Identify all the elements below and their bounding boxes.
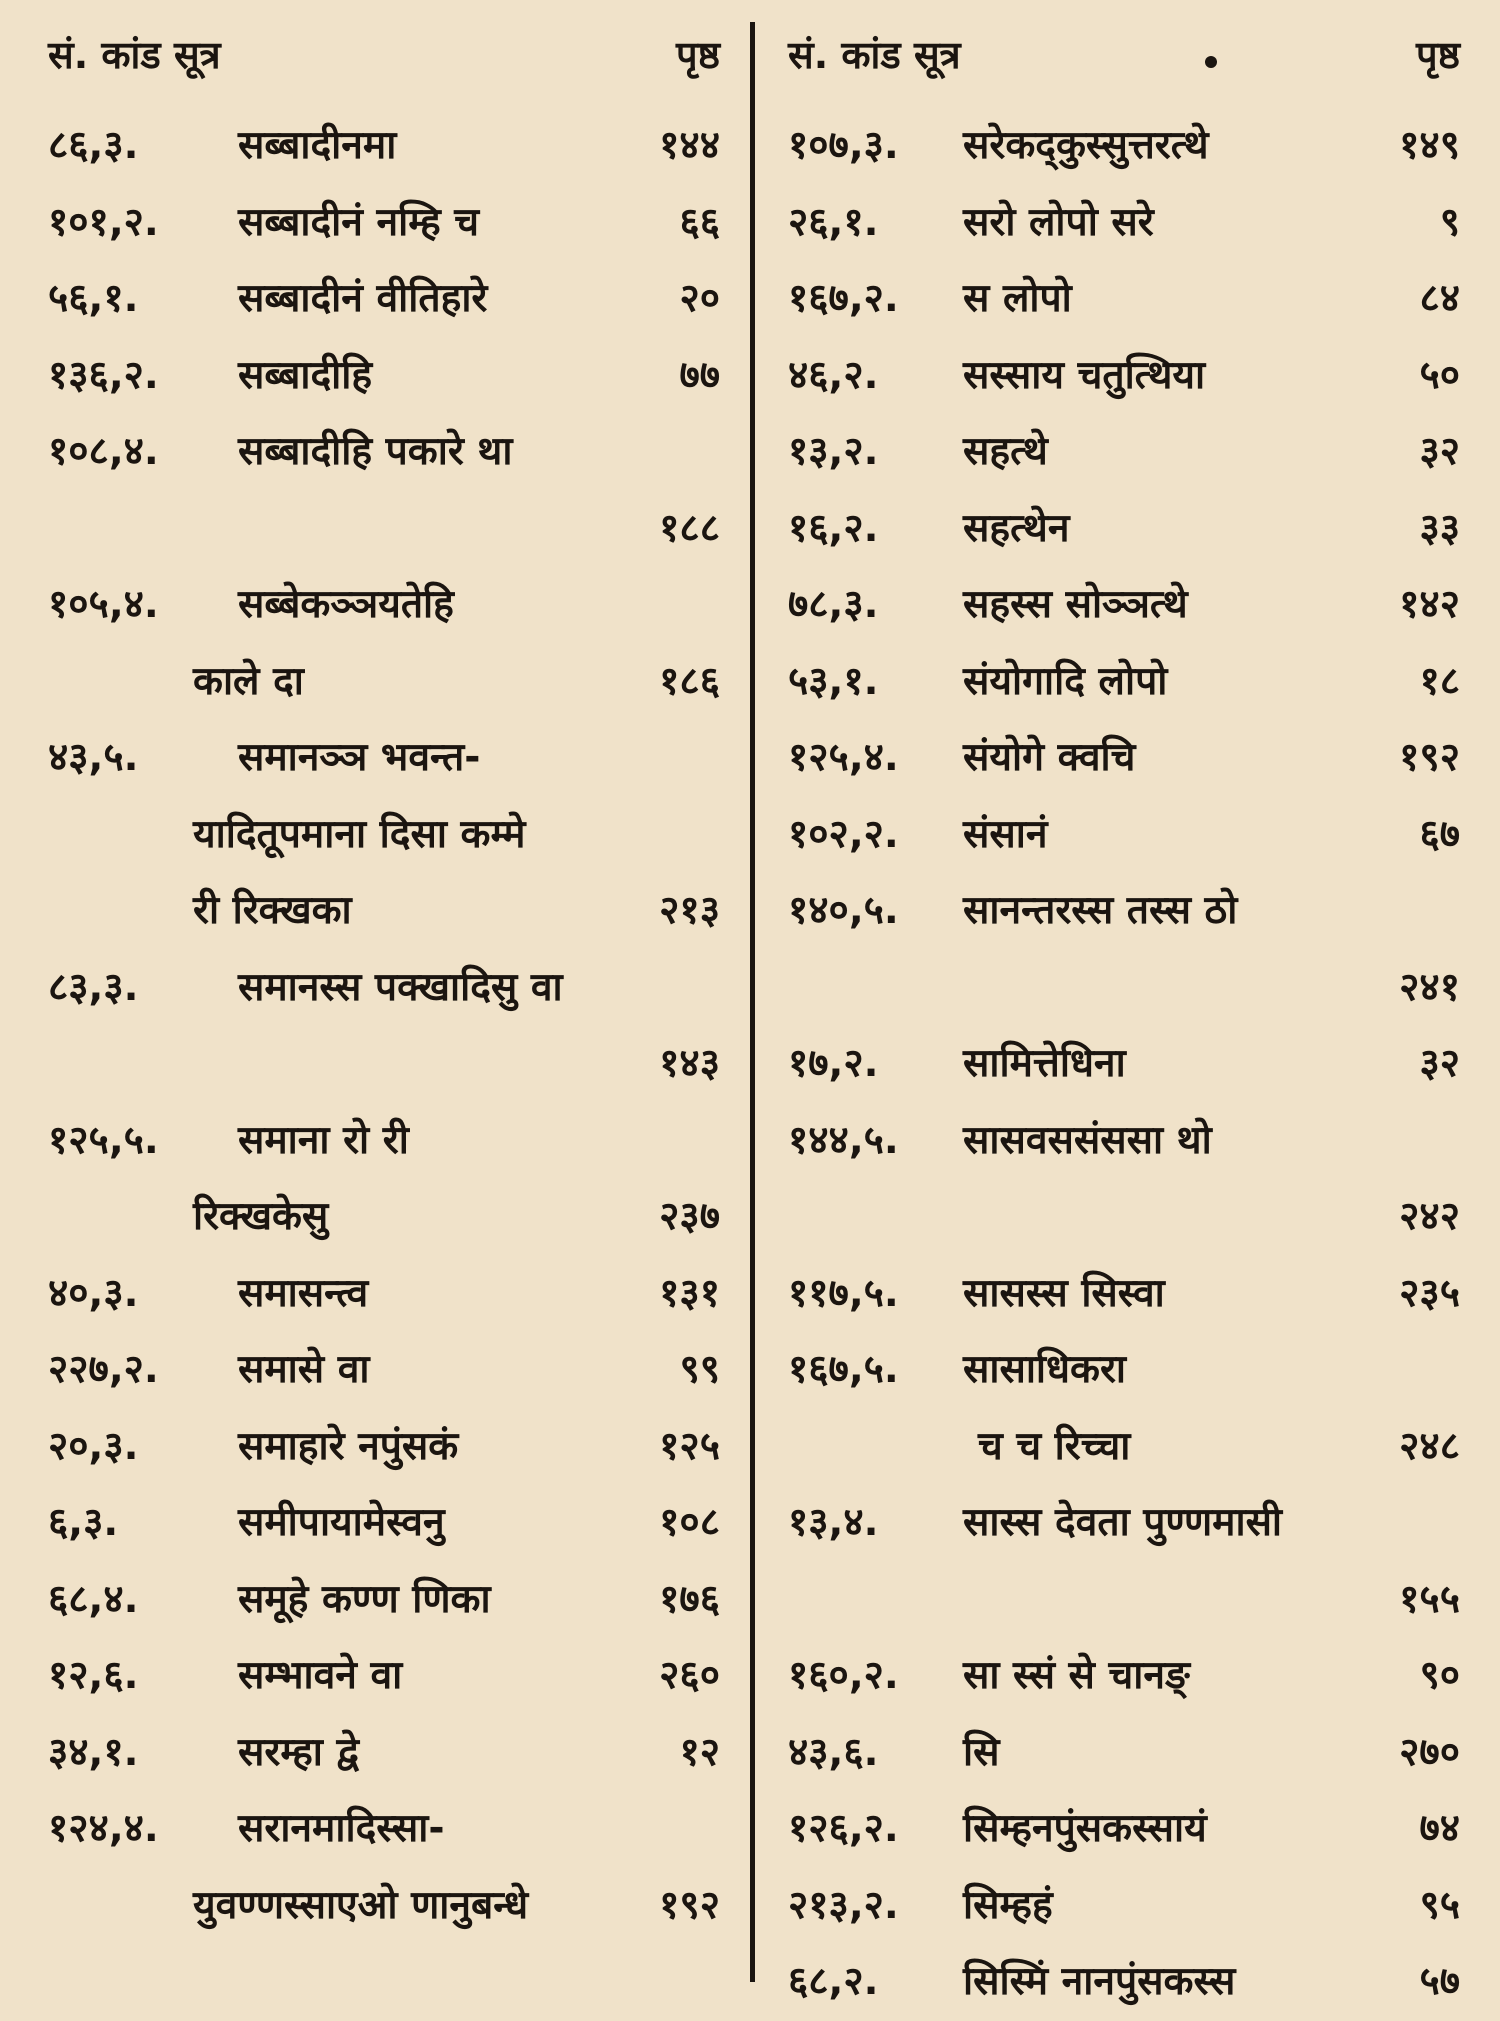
entry-term: सहत्थेन xyxy=(963,505,1070,551)
entry-term: सरेकद्कुस्सुत्तरत्थे xyxy=(963,123,1209,168)
entry-page-number: ३३ xyxy=(1419,505,1460,551)
entry-page-number: २७० xyxy=(1399,1729,1460,1775)
entry-term: सासस्स सिस्वा xyxy=(963,1270,1165,1316)
right-entries xyxy=(788,108,1460,2021)
index-entry xyxy=(788,338,1460,415)
entry-term-continued: रिक्खकेसु xyxy=(193,1194,329,1239)
entry-term: स लोपो xyxy=(963,276,1072,321)
entry-ref: ४३,५. xyxy=(48,735,139,780)
entry-term: समासे वा xyxy=(238,1347,370,1392)
entry-ref: २०,३. xyxy=(48,1423,139,1469)
entry-page-number: १७६ xyxy=(659,1576,720,1622)
index-entry xyxy=(48,414,720,567)
entry-term: समाहारे नपुंसकं xyxy=(238,1423,459,1469)
entry-ref: ८३,३. xyxy=(48,964,139,1010)
entry-ref: १६७,२. xyxy=(788,276,899,321)
entry-term: समीपायामेस्वनु xyxy=(238,1500,445,1545)
entry-ref: २१३,२. xyxy=(788,1882,899,1928)
entry-page-number: १८६ xyxy=(659,658,720,704)
entry-page-number: १९२ xyxy=(659,1882,720,1928)
entry-page-number: २४१ xyxy=(1399,964,1460,1010)
index-entry xyxy=(788,1638,1460,1715)
left-column-header xyxy=(48,22,720,108)
entry-term: संसानं xyxy=(963,811,1048,857)
left-column xyxy=(48,22,720,1944)
entry-page-number: २३७ xyxy=(659,1194,720,1239)
left-entries xyxy=(48,108,720,1944)
entry-term: सस्साय चतुत्थिया xyxy=(963,352,1206,398)
entry-page-number: ९९ xyxy=(679,1347,720,1392)
entry-term: सब्बादीनमा xyxy=(238,123,397,168)
entry-page-number: २३५ xyxy=(1399,1270,1460,1316)
entry-ref: १२५,५. xyxy=(48,1117,159,1163)
index-entry xyxy=(48,950,720,1103)
index-entry xyxy=(48,1409,720,1486)
header-page-label: पृष्ठ xyxy=(676,33,720,77)
entry-term: सहस्स सोञ्ञत्थे xyxy=(963,582,1188,627)
entry-page-number: २६० xyxy=(659,1653,720,1698)
right-column-header xyxy=(788,22,1460,108)
index-entry xyxy=(788,1944,1460,2021)
entry-term: सासाधिकरा xyxy=(963,1347,1127,1392)
index-entry xyxy=(788,873,1460,1026)
entry-page-number: ८४ xyxy=(1419,276,1460,321)
entry-page-number: ७४ xyxy=(1419,1806,1460,1851)
entry-ref: १४४,५. xyxy=(788,1117,899,1163)
entry-ref: ४०,३. xyxy=(48,1270,139,1316)
entry-ref: १६०,२. xyxy=(788,1653,899,1698)
entry-term-continued: यादितूपमाना दिसा कम्मे xyxy=(193,811,526,857)
index-entry xyxy=(48,720,720,950)
right-column xyxy=(788,22,1460,2021)
entry-page-number: ६६ xyxy=(679,199,720,245)
entry-page-number: १२५ xyxy=(659,1423,720,1469)
entry-ref: ४३,६. xyxy=(788,1729,879,1775)
entry-ref: ३४,१. xyxy=(48,1729,139,1775)
entry-page-number: ५० xyxy=(1419,352,1460,398)
entry-page-number: १४३ xyxy=(659,1041,720,1086)
entry-page-number: १८८ xyxy=(659,505,720,551)
index-entry xyxy=(788,1485,1460,1638)
entry-term: सा स्सं से चानङ् xyxy=(963,1653,1190,1698)
entry-ref: १३,४. xyxy=(788,1500,879,1545)
entry-term: सामित्तेधिना xyxy=(963,1041,1126,1086)
header-label: सं. कांड सूत्र xyxy=(48,33,221,77)
index-entry xyxy=(788,1715,1460,1792)
entry-term: सरानमादिस्सा- xyxy=(238,1806,445,1851)
entry-page-number: २० xyxy=(679,276,720,321)
entry-term: सहत्थे xyxy=(963,429,1048,474)
index-entry xyxy=(48,1103,720,1256)
entry-ref: २६,१. xyxy=(788,199,879,245)
index-entry xyxy=(48,1332,720,1409)
entry-term: सब्बेकञ्ञयतेहि xyxy=(238,582,454,627)
entry-ref: ४६,२. xyxy=(788,352,879,398)
index-entry xyxy=(788,1332,1460,1485)
index-entry xyxy=(788,720,1460,797)
entry-page-number: १५५ xyxy=(1399,1576,1460,1622)
entry-term: सिम्हहं xyxy=(963,1882,1053,1928)
entry-page-number: २१३ xyxy=(659,888,720,933)
index-entry xyxy=(48,1715,720,1792)
entry-term: सिम्हनपुंसकस्सायं xyxy=(963,1806,1207,1851)
entry-ref: ६८,२. xyxy=(788,1959,879,2004)
entry-page-number: १९२ xyxy=(1399,735,1460,780)
entry-term: सब्बादीहि पकारे था xyxy=(238,429,513,474)
index-entry xyxy=(48,261,720,338)
entry-ref: १०५,४. xyxy=(48,582,159,627)
index-entry xyxy=(788,1103,1460,1256)
entry-term: सब्बादीनं वीतिहारे xyxy=(238,276,488,321)
index-entry xyxy=(788,491,1460,568)
entry-ref: २२७,२. xyxy=(48,1347,159,1392)
entry-ref: १०७,३. xyxy=(788,123,899,168)
entry-term: सानन्तरस्स तस्स ठो xyxy=(963,888,1238,933)
index-entry xyxy=(48,1562,720,1639)
entry-page-number: १४४ xyxy=(659,123,720,168)
header-page-label: पृष्ठ xyxy=(1416,33,1460,77)
index-entry xyxy=(48,108,720,185)
entry-ref: १७,२. xyxy=(788,1041,879,1086)
index-entry xyxy=(788,185,1460,262)
index-entry xyxy=(788,644,1460,721)
entry-ref: १२५,४. xyxy=(788,735,899,780)
entry-term: सासवससंससा थो xyxy=(963,1117,1212,1163)
index-entry xyxy=(48,1256,720,1333)
entry-term: सास्स देवता पुण्णमासी xyxy=(963,1500,1283,1545)
entry-page-number: १८ xyxy=(1419,658,1460,704)
entry-page-number: २४२ xyxy=(1399,1194,1460,1239)
entry-ref: ११७,५. xyxy=(788,1270,899,1316)
entry-ref: १०२,२. xyxy=(788,811,899,857)
entry-ref: १४०,५. xyxy=(788,888,899,933)
entry-term: सि xyxy=(963,1729,1000,1775)
entry-ref: ७८,३. xyxy=(788,582,879,627)
index-entry xyxy=(788,567,1460,644)
entry-term: समूहे कण्ण णिका xyxy=(238,1576,491,1622)
column-divider xyxy=(750,22,755,1982)
entry-page-number: ९५ xyxy=(1419,1882,1460,1928)
entry-term: सब्बादीनं नम्हि च xyxy=(238,199,480,245)
entry-term: सब्बादीहि xyxy=(238,352,373,398)
index-entry xyxy=(788,1868,1460,1945)
entry-ref: ६८,४. xyxy=(48,1576,139,1622)
entry-term: समानञ्ञ भवन्त- xyxy=(238,735,481,780)
entry-page-number: १४९ xyxy=(1399,123,1460,168)
entry-term: सरम्हा द्वे xyxy=(238,1729,359,1775)
entry-term-continued: युवण्णस्साएओ णानुबन्धे xyxy=(193,1882,529,1928)
index-entry xyxy=(48,185,720,262)
index-entry xyxy=(788,108,1460,185)
entry-page-number: ५७ xyxy=(1419,1959,1460,2004)
entry-term: संयोगादि लोपो xyxy=(963,658,1168,704)
entry-ref: ८६,३. xyxy=(48,123,139,168)
entry-page-number: १२ xyxy=(679,1729,720,1775)
entry-page-number: ३२ xyxy=(1419,1041,1460,1086)
entry-ref: ५३,१. xyxy=(788,658,879,704)
entry-term: संयोगे क्वचि xyxy=(963,735,1136,780)
index-entry xyxy=(788,1791,1460,1868)
index-entry xyxy=(788,414,1460,491)
index-entry xyxy=(48,567,720,720)
entry-ref: १६७,५. xyxy=(788,1347,899,1392)
entry-term: सरो लोपो सरे xyxy=(963,199,1154,245)
entry-page-number: ७७ xyxy=(679,352,720,398)
index-entry xyxy=(788,1256,1460,1333)
entry-term: सम्भावने वा xyxy=(238,1653,403,1698)
index-entry xyxy=(48,1638,720,1715)
index-entry xyxy=(788,1026,1460,1103)
entry-ref: १२४,४. xyxy=(48,1806,159,1851)
entry-ref: १०८,४. xyxy=(48,429,159,474)
index-entry xyxy=(788,797,1460,874)
index-entry xyxy=(48,1791,720,1944)
entry-page-number: ३२ xyxy=(1419,429,1460,474)
entry-ref: १६,२. xyxy=(788,505,879,551)
entry-page-number: १०८ xyxy=(659,1500,720,1545)
entry-ref: १३६,२. xyxy=(48,352,159,398)
entry-ref: १३,२. xyxy=(788,429,879,474)
entry-term-continued: काले दा xyxy=(193,658,304,704)
entry-page-number: ६७ xyxy=(1419,811,1460,857)
entry-page-number: १३१ xyxy=(659,1270,720,1316)
entry-term-continued: री रिक्खका xyxy=(193,888,352,933)
header-label: सं. कांड सूत्र xyxy=(788,33,961,77)
entry-page-number: ९० xyxy=(1419,1653,1460,1698)
entry-ref: १२,६. xyxy=(48,1653,139,1698)
index-entry xyxy=(788,261,1460,338)
index-entry xyxy=(48,338,720,415)
entry-ref: ५६,१. xyxy=(48,276,139,321)
entry-ref: ६,३. xyxy=(48,1500,119,1545)
entry-term: समाना रो री xyxy=(238,1117,409,1163)
entry-page-number: २४८ xyxy=(1399,1423,1460,1469)
entry-term: सिस्मिं नानपुंसकस्स xyxy=(963,1959,1236,2004)
entry-page-number: १४२ xyxy=(1399,582,1460,627)
index-entry xyxy=(48,1485,720,1562)
entry-term: समानस्स पक्खादिसु वा xyxy=(238,964,563,1010)
entry-term-continued: च च रिच्चा xyxy=(978,1423,1131,1469)
entry-ref: १०१,२. xyxy=(48,199,159,245)
entry-ref: १२६,२. xyxy=(788,1806,899,1851)
entry-term: समासन्त्व xyxy=(238,1270,369,1316)
entry-page-number: ९ xyxy=(1439,199,1460,245)
